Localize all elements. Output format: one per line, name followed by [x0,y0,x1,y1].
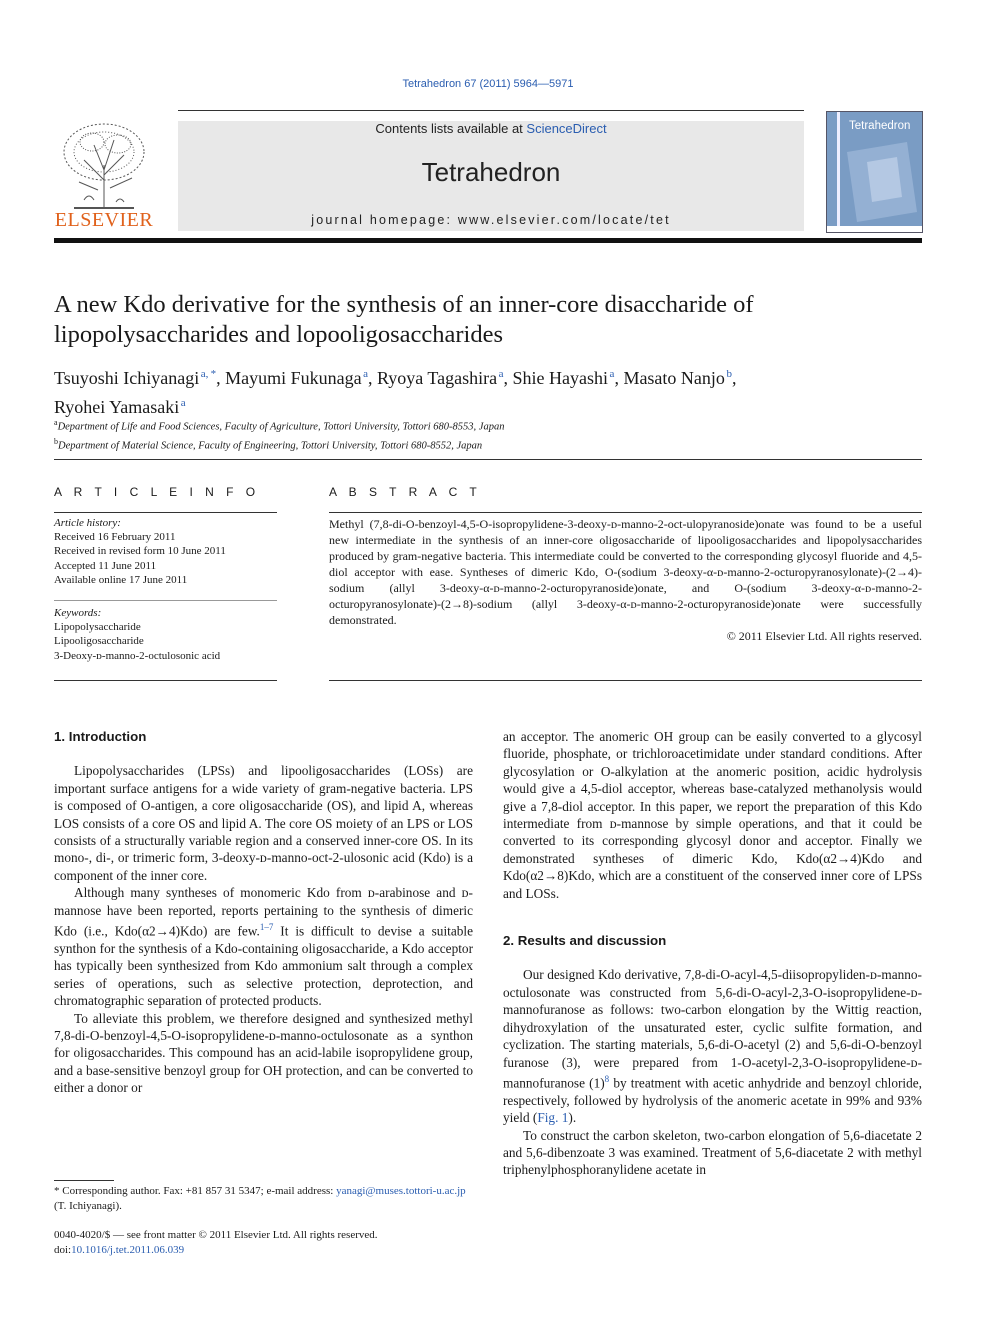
author-affiliation-mark[interactable]: b [726,368,732,380]
abstract-rule [329,512,922,513]
affiliations [54,416,924,453]
article-info-rule [54,512,277,513]
front-matter [54,1228,473,1258]
affiliation-rule [54,459,922,460]
elsevier-logo[interactable] [54,120,154,232]
author-name[interactable]: Masato Nanjo [623,368,725,388]
doi-prefix: doi: [54,1244,72,1256]
affiliation-mark: b [54,436,58,446]
results-paragraph-1-text: Our designed Kdo derivative, 7,8-di-O-acyl-4,5-diisopropyliden-ᴅ-manno-octulosonate was constructed from 5,6-di-O-acyl-2,3-O-isopropylidene-ᴅ-mannofuranose as follows: two-carbon elongation by the Wittig reaction, dihydroxylation of the unsaturated ester, cyclic sulfite formation, and cyclization. The starting materials, 5,6-di-O-acetyl (2) and 5,6-di-O-benzoyl furanose (3), were prepared from 1-O-acetyl-2,3-O-isopropylidene-ᴅ-mannofuranose (1) [503,967,922,1091]
keywords-label: Keywords: [54,607,102,619]
header-thick-rule [54,238,922,243]
article-title: A new Kdo derivative for the synthesis of an inner-core disaccharide of lipopolysaccharides and lopooligosaccharides [54,291,754,348]
results-heading: 2. Results and discussion [503,933,667,949]
abstract-bottom-rule [329,680,922,681]
abstract-heading: A B S T R A C T [329,485,482,499]
keyword: Lipooligosaccharide [54,635,144,648]
doi-link[interactable]: 10.1016/j.tet.2011.06.039 [71,1244,185,1256]
article-history [54,516,277,587]
author-name[interactable]: Ryoya Tagashira [376,368,498,388]
author-affiliation-mark[interactable]: a [180,397,186,409]
abstract-copyright: © 2011 Elsevier Ltd. All rights reserved. [726,629,922,643]
elsevier-wordmark: ELSEVIER [54,209,154,231]
keywords-rule [54,600,277,601]
elsevier-tree-icon [54,120,154,212]
history-item: Received 16 February 2011 [54,531,176,544]
doi-line [54,1243,473,1258]
intro-paragraph-2-text: Although many syntheses of monomeric Kdo from ᴅ-arabinose and ᴅ-mannose have been reported, reports pertaining to the synthesis of dimeric Kdo (i.e., Kdo(α2→4)Kdo) are few. [54,885,473,939]
figure-link[interactable]: Fig. 1 [537,1110,569,1126]
keyword: 3-Deoxy-ᴅ-manno-2-octulosonic acid [54,649,221,662]
author-name[interactable]: Ryohei Yamasaki [54,397,180,417]
contents-line [178,121,804,136]
cover-title: Tetrahedron [849,120,911,132]
results-paragraph-1-cont: by treatment with acetic anhydride and benzoyl chloride, respectively, followed by hydrolysis of the anomeric acetate in 99% and 93% yield ( [503,1075,922,1126]
corresponding-author-footnote [54,1184,473,1214]
footnote-text: * Corresponding author. Fax: +81 857 31 5347; e-mail address: [54,1185,337,1197]
history-label: Article history: [54,517,121,529]
journal-banner [178,121,804,231]
affiliation-b [54,435,924,454]
author-name[interactable]: Mayumi Fukunaga [225,368,362,388]
keywords-block [54,606,277,663]
right-column [503,728,922,1179]
journal-homepage[interactable]: journal homepage: www.elsevier.com/locate/tet [311,213,671,227]
affiliation-mark: a [54,418,58,427]
footnote-rule [54,1180,114,1181]
header-rule [178,110,804,111]
issn-line: 0040-4020/$ — see front matter © 2011 Elsevier Ltd. All rights reserved. [54,1229,378,1241]
history-item: Accepted 11 June 2011 [54,559,157,572]
intro-paragraph-2 [54,884,473,1009]
footnote-after: (T. Ichiyanagi). [54,1200,122,1212]
journal-name: Tetrahedron [421,157,561,187]
author-affiliation-mark[interactable]: a, * [200,368,217,380]
author-name[interactable]: Tsuyoshi Ichiyanagi [54,368,200,388]
intro-paragraph-2-cont: It is difficult to devise a suitable synthon for the synthesis of a Kdo-containing oligosaccharide, a Kdo acceptor has typically been synthesized from Kdo ammonium salt through a complex series of operations, such as selective protection, deprotection, and chromatographic separation of protected products. [54,923,473,1009]
reference-link[interactable]: 1–7 [259,922,274,933]
email-link[interactable]: yanagi@muses.tottori-u.ac.jp [336,1185,466,1197]
journal-citation[interactable]: Tetrahedron 67 (2011) 5964—5971 [402,78,574,90]
results-paragraph-2: To construct the carbon skeleton, two-carbon elongation of 5,6-diacetate 2 and 5,6-dibenzoate 3 was examined. Treatment of 5,6-diacetate 2 with methyl triphenylphosphoranylidene acetate in [503,1127,922,1178]
introduction-heading: 1. Introduction [54,729,147,744]
affiliation-a [54,416,924,435]
author-affiliation-mark[interactable]: a [498,368,504,380]
author-affiliation-mark[interactable]: a [363,368,368,380]
journal-cover-image[interactable] [826,111,923,233]
author-name[interactable]: Shie Hayashi [512,368,609,388]
sciencedirect-link[interactable]: ScienceDirect [526,121,607,136]
contents-prefix: Contents lists available at [375,121,527,136]
reference-link[interactable]: 8 [604,1073,610,1084]
left-column [54,728,473,1097]
abstract-text: Methyl (7,8-di-O-benzoyl-4,5-O-isopropylidene-3-deoxy-ᴅ-manno-2-oct-ulopyranoside)onate was found to be a useful new intermediate in the synthesis of an inner-core oligosaccharide of lipooligosaccharides and lipopolysaccharides produced by gram-negative bacteria. This intermediate could be converted to the corresponding glycosyl fluoride and 4,5-diol acceptor with ease. Syntheses of dimeric Kdo, O-(sodium 3-deoxy-α-ᴅ-manno-2-octuropyranosylonate)-(2→4)-sodium (allyl 3-deoxy-α-ᴅ-manno-2-octuropyranoside)onate, and O-(sodium 3-deoxy-α-ᴅ-manno-2-octuropyranosylonate)-(2→8)-sodium (allyl 3-deoxy-α-ᴅ-manno-2-octuropyranoside)onate were successfully demonstrated. [329,517,922,627]
article-info-heading: A R T I C L E I N F O [54,485,260,499]
intro-paragraph-1: Lipopolysaccharides (LPSs) and lipooligosaccharides (LOSs) are important surface antigens for a wide variety of gram-negative bacteria. LPS is composed of O-antigen, a core oligosaccharide (OS), and lipid A, whereas LOS consists of a core OS and lipid A. The core OS moiety of an LPS or LOS consists of a structurally variable region and a conserved inner-core OS. In its mono-, di-, or trimeric form, 3-deoxy-ᴅ-manno-oct-2-ulosonic acid (Kdo) is a component of the inner core. [54,763,473,883]
history-item: Received in revised form 10 June 2011 [54,545,226,558]
article-info-bottom-rule [54,680,277,681]
author-list: Tsuyoshi Ichiyanagi $^{a, *}$, Mayumi Fukunaga $^a$, Ryoya Tagashira $^a$, Shie Hayashi $^a$, Masato Nanjo $^b$, Ryohei Yamasaki $^a$ [54,368,737,417]
results-paragraph-1-end: ). [568,1110,577,1126]
affiliation-text: Department of Life and Food Sciences, Faculty of Agriculture, Tottori University, Tottori 680-8553, Japan [57,421,505,433]
author-affiliation-mark[interactable]: a [609,368,615,380]
right-paragraph-1: an acceptor. The anomeric OH group can be easily converted to a glycosyl fluoride, phosphate, or trichloroacetimidate under standard conditions. After glycosylation or O-alkylation at the anomeric position, acidic hydrolysis would give a 4,5-diol acceptor, whereas base-catalyzed methanolysis would give a 7,8-diol acceptor. In this paper, we report the preparation of this Kdo intermediate from ᴅ-mannose by simple operations, and that it could be converted to its corresponding glycosyl donor and acceptor. Finally we demonstrated syntheses of dimeric Kdo, Kdo(α2→4)Kdo and Kdo(α2→8)Kdo, which are a constituent of the conserved inner core of LPSs and LOSs. [503,729,922,901]
intro-paragraph-3: To alleviate this problem, we therefore designed and synthesized methyl 7,8-di-O-benzoyl-4,5-O-isopropylidene-ᴅ-manno-octulosonate as a synthon for oligosaccharides. This compound has an acid-labile isopropylidene group, and a base-sensitive benzoyl group for OH protection, and can be converted to either a donor or [54,1010,473,1096]
history-item: Available online 17 June 2011 [54,573,188,586]
affiliation-text: Department of Material Science, Faculty of Engineering, Tottori University, Tottori 680-8552, Japan [58,440,483,451]
keyword: Lipopolysaccharide [54,621,141,634]
results-paragraph-1 [503,966,922,1126]
